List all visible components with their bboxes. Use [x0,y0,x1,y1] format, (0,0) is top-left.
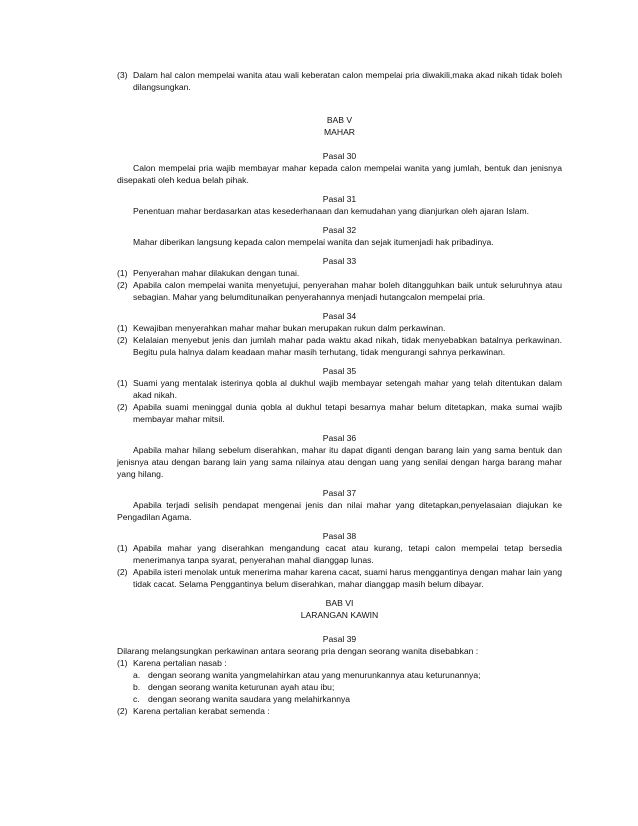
item-text: Suami yang mentalak isterinya qobla al dukhul wajib membayar setengah mahar yang telah ditentukan dalam akad nikah. [133,378,562,400]
article-heading: Pasal 32 [322,225,357,235]
article-item [117,322,562,334]
item-text: Dalam hal calon mempelai wanita atau wali keberatan calon mempelai pria diwakili,maka akad nikah tidak boleh dilangsungkan. [133,70,562,92]
sub-item-text: dengan seorang wanita saudara yang melahirkannya [148,694,351,704]
item-number: (1) [117,323,128,333]
article-item [117,401,562,425]
article-heading: Pasal 34 [322,311,357,321]
article-heading: Pasal 37 [322,488,357,498]
article-intro: Dilarang melangsungkan perkawinan antara seorang pria dengan seorang wanita disebabkan : [117,646,479,656]
chapter-title: BAB VI [325,598,354,608]
article-text: Apabila mahar hilang sebelum diserahkan, mahar itu dapat diganti dengan barang lain yang sama bentuk dan jenisnya atau dengan barang lain yang sama nilainya atau dengan uang yang senilai dengan harga barang mahar yang hilang. [117,445,562,479]
article-heading: Pasal 38 [322,531,357,541]
article-heading: Pasal 39 [322,634,357,644]
item-number: (1) [117,268,128,278]
sub-item-letter: b. [133,682,141,692]
item-number: (2) [117,567,128,577]
document-page [117,69,562,717]
article-heading: Pasal 36 [322,433,357,443]
sub-item-letter: c. [133,694,140,704]
item-number: (1) [117,658,128,668]
item-text: Apabila mahar yang diserahkan mengandung cacat atau kurang, tetapi calon mempelai tetap bersedia menerimanya tanpa syarat, penyerahan mahal dianggap lunas. [133,543,562,565]
article-text: Penentuan mahar berdasarkan atas kesederhanaan dan kemudahan yang dianjurkan oleh ajaran Islam. [133,206,530,216]
item-text: Kewajiban menyerahkan mahar mahar bukan merupakan rukun dalm perkawinan. [133,323,446,333]
article-heading: Pasal 31 [322,194,357,204]
article-item [117,267,562,279]
chapter-subtitle: MAHAR [323,127,356,137]
item-number: (1) [117,378,128,388]
sub-item [117,693,562,705]
item-text: Apabila isteri menolak untuk menerima mahar karena cacat, suami harus menggantinya dengan mahar lain yang tidak cacat. Selama Penggantinya belum diserahkan, mahar dianggap masih belum dibayar. [133,567,562,589]
item-text: Karena pertalian nasab : [133,658,227,668]
article-text: Calon mempelai pria wajib membayar mahar kepada calon mempelai wanita yang jumlah, bentuk dan jenisnya disepakati oleh kedua belah pihak. [117,163,562,185]
item-number: (3) [117,70,128,80]
article-heading: Pasal 35 [322,366,357,376]
sub-item [117,669,562,681]
article-text: Mahar diberikan langsung kepada calon mempelai wanita dan sejak itumenjadi hak pribadinya. [133,237,494,247]
item-text: Apabila suami meninggal dunia qobla al dukhul tetapi besarnya mahar belum ditetapkan, maka sumai wajib membayar mahar mitsil. [133,402,562,424]
item-number: (2) [117,402,128,412]
article-item [117,279,562,303]
item-number: (1) [117,543,128,553]
article-heading: Pasal 33 [322,256,357,266]
item-number: (2) [117,335,128,345]
article-item [117,705,562,717]
article-heading: Pasal 30 [322,151,357,161]
item-text: Apabila calon mempelai wanita menyetujui, penyerahan mahar boleh ditangguhkan baik untuk seluruhnya atau sebagian. Mahar yang belumditunaikan penyerahannya menjadi hutangcalon mempelai pria. [133,280,562,302]
sub-item-text: dengan seorang wanita yangmelahirkan atau yang menurunkannya atau keturunannya; [148,670,481,680]
sub-item [117,681,562,693]
article-item [117,566,562,590]
sub-item-text: dengan seorang wanita keturunan ayah atau ibu; [148,682,335,692]
chapter-subtitle: LARANGAN KAWIN [300,610,379,620]
item-text: Kelalaian menyebut jenis dan jumlah mahar pada waktu akad nikah, tidak menyebabkan batalnya perkawinan. Begitu pula halnya dalam keadaan mahar masih terhutang, tidak mengurangi sahnya perkawinan. [133,335,562,357]
sub-item-letter: a. [133,670,141,680]
chapter-title: BAB V [326,115,353,125]
article-item [117,334,562,358]
article-item [117,657,562,669]
article-item [117,377,562,401]
paragraph-item [117,69,562,93]
article-item [117,542,562,566]
article-text: Apabila terjadi selisih pendapat mengenai jenis dan nilai mahar yang ditetapkan,penyelasaian diajukan ke Pengadilan Agama. [117,500,562,522]
item-text: Penyerahan mahar dilakukan dengan tunai. [133,268,300,278]
item-number: (2) [117,280,128,290]
item-text: Karena pertalian kerabat semenda : [133,706,270,716]
item-number: (2) [117,706,128,716]
